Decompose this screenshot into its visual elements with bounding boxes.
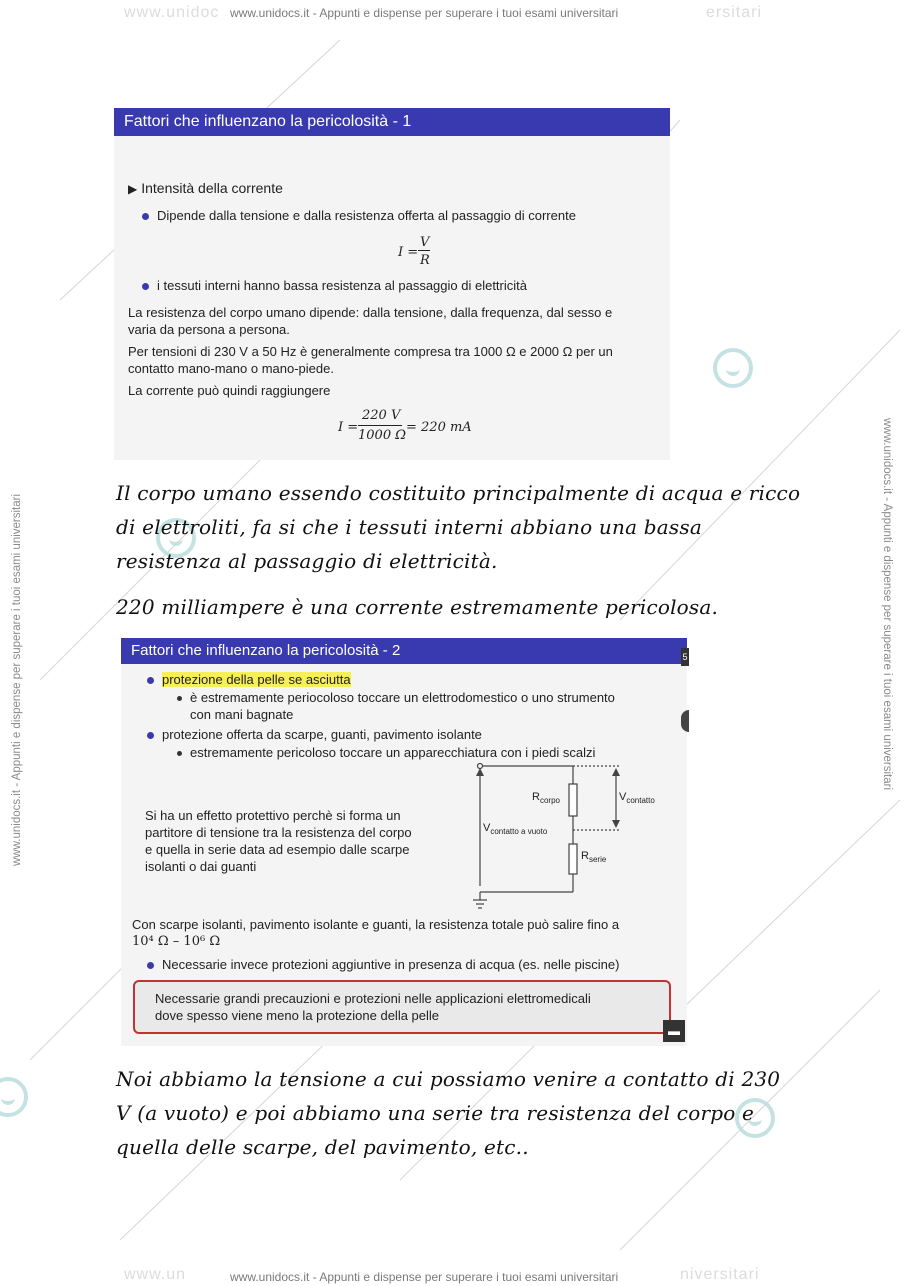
- faint-watermark-bottom: www.un: [124, 1266, 187, 1283]
- label-v-contatto: $V_{contatto}$: [619, 791, 655, 806]
- handwritten-note-2: Noi abbiamo la tensione a cui possiamo venire a contatto di 230 V (a vuoto) e poi abbiamo una serie tra resistenza del corpo e quella delle scarpe, del pavimento, etc..: [116, 1067, 781, 1159]
- watermark-logo-icon: [713, 348, 753, 388]
- bullet-icon: [147, 962, 154, 969]
- faint-watermark-bottom-right: niversitari: [680, 1266, 760, 1283]
- slide-2-side-mark: 5: [681, 648, 689, 666]
- watermark-right: www.unidocs.it - Appunti e dispense per superare i tuoi esami universitari: [881, 418, 893, 791]
- slide-1-paragraph-3: La corrente può quindi raggiungere: [128, 383, 331, 398]
- slide-2: [121, 638, 687, 1046]
- label-v-contatto-a-vuoto: $V_{contatto a vuoto}$: [483, 822, 548, 837]
- warning-box: Necessarie grandi precauzioni e protezioni nelle applicazioni elettromedicali dove spesso viene meno la protezione della pelle: [133, 980, 671, 1034]
- bullet-icon: [142, 283, 149, 290]
- triangle-bullet-icon: ▶: [128, 182, 138, 196]
- handwritten-note-1: Il corpo umano essendo costituito principalmente di acqua e ricco di elettroliti, fa si che i tessuti interni abbiano una bassa resistenza al passaggio di elettricità. 220 milliampere è una corrente estremamente pericolosa.: [116, 481, 801, 619]
- slide-1: Fattori che influenzano la pericolosità - 1 ▶ Intensità della corrente Dipende dalla tensione e dalla resistenza offerta al passaggio di corrente I = V R i tessuti interni hanno bassa resistenza al passaggio di elettricità La resistenza del corpo umano dipende: dalla tensione, dalla frequenza, dal sesso e varia da persona a persona. Per tensioni di 230 V a 50 Hz è generalmente compresa tra 1000 Ω e 2000 Ω per un contatto mano-mano o mano-piede. La corrente può quindi raggiungere I = 220 V 1000 Ω = 220 mA: [114, 108, 670, 460]
- slide-2-bullet-3: Necessarie invece protezioni aggiuntive in presenza di acqua (es. nelle piscine): [147, 956, 619, 973]
- slide-1-bullet-2: i tessuti interni hanno bassa resistenza al passaggio di elettricità: [142, 277, 527, 294]
- formula-current: I = 220 V 1000 Ω = 220 mA: [338, 408, 472, 443]
- slide-1-bullet-1: Dipende dalla tensione e dalla resistenza offerta al passaggio di corrente: [142, 207, 576, 224]
- voltage-divider-circuit: [471, 762, 671, 922]
- slide-1-paragraph-2: Per tensioni di 230 V a 50 Hz è generalmente compresa tra 1000 Ω e 2000 Ω per un contatto mano-mano o mano-piede.: [128, 344, 613, 376]
- slide-2-paragraph-resistance: Con scarpe isolanti, pavimento isolante e guanti, la resistenza totale può salire fino a 10⁴ Ω – 10⁶ Ω: [132, 917, 620, 949]
- label-r-serie: $R_{serie}$: [581, 850, 607, 865]
- bullet-icon: [177, 751, 182, 756]
- bullet-icon: [177, 696, 182, 701]
- bullet-icon: [147, 732, 154, 739]
- slide-2-subbullet-2: estremamente pericoloso toccare un apparecchiatura con i piedi scalzi: [177, 744, 595, 761]
- watermark-footer: www.unidocs.it - Appunti e dispense per superare i tuoi esami universitari: [230, 1270, 619, 1284]
- slide-1-heading: ▶ Intensità della corrente: [128, 180, 283, 196]
- slide-2-side-tab: [681, 710, 689, 732]
- slide-2-bullet-2: protezione offerta da scarpe, guanti, pavimento isolante: [147, 726, 482, 743]
- slide-2-bullet-1: protezione della pelle se asciutta: [147, 671, 351, 688]
- bullet-icon: [142, 213, 149, 220]
- slide-1-title: Fattori che influenzano la pericolosità - 1: [114, 108, 670, 136]
- watermark-left: www.unidocs.it - Appunti e dispense per superare i tuoi esami universitari: [11, 493, 23, 866]
- slide-1-paragraph-1: La resistenza del corpo umano dipende: dalla tensione, dalla frequenza, dal sesso e varia da persona a persona.: [128, 305, 613, 337]
- watermark-header: www.unidocs.it - Appunti e dispense per superare i tuoi esami universitari: [230, 6, 619, 20]
- slide-2-title: Fattori che influenzano la pericolosità - 2: [121, 638, 687, 664]
- label-r-corpo: $R_{corpo}$: [532, 791, 560, 806]
- faint-watermark-top-right: ersitari: [706, 4, 763, 21]
- slide-2-subbullet-1: è estremamente periocoloso toccare un elettrodomestico o uno strumento con mani bagnate: [177, 689, 615, 723]
- slide-2-paragraph-divider: Si ha un effetto protettivo perchè si forma un partitore di tensione tra la resistenza del corpo e quella in serie data ad esempio dalle scarpe isolanti o dai guanti: [145, 808, 412, 874]
- bullet-icon: [147, 677, 154, 684]
- slide-corner-badge: ▬: [663, 1020, 685, 1042]
- faint-watermark-top: www.unidoc: [124, 4, 220, 21]
